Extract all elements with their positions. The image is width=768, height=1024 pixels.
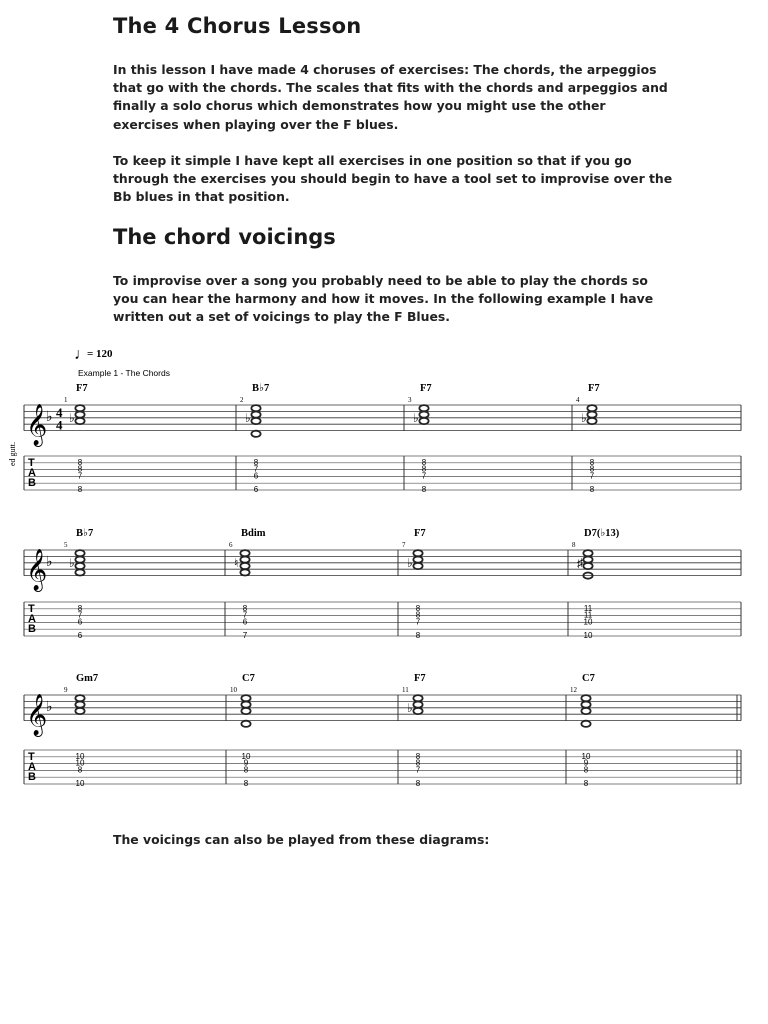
measure-number: 5 (64, 541, 68, 549)
tab-fret-number: 7 (415, 617, 421, 627)
voicings-paragraph: To improvise over a song you probably need to be able to play the chords so you can hear the harmony and how it moves. In the following example I have written out a set of voicings to play the F Blues. (113, 273, 654, 325)
example-title: Example 1 - The Chords (78, 368, 170, 378)
tab-fret-number: 10 (583, 617, 593, 627)
tab-fret-number: 8 (421, 485, 427, 494)
tab-fret-number: 10 (75, 751, 85, 761)
tab-fret-number: 10 (75, 758, 85, 768)
measure-number: 3 (408, 396, 412, 404)
measure-number: 8 (572, 541, 576, 549)
chord-symbol: B♭7 (252, 383, 270, 394)
tab-fret-number: 8 (243, 779, 249, 788)
chord-symbol: F7 (76, 383, 88, 394)
tab-fret-number: 8 (415, 751, 421, 761)
accidental-icon: ♯ (577, 555, 583, 570)
tab-fret-number: 8 (415, 631, 421, 640)
tab-clef-letter: T (28, 603, 35, 615)
chord-symbol: B♭7 (76, 528, 94, 539)
tab-fret-number: 8 (583, 765, 589, 775)
time-signature-bottom: 4 (56, 417, 63, 433)
tab-fret-number: 8 (589, 464, 595, 474)
treble-clef-icon: 𝄞 (26, 694, 48, 735)
chord-symbol: D7(♭13) (584, 528, 620, 539)
tab-fret-number: 6 (253, 471, 259, 481)
tab-fret-number: 9 (243, 758, 249, 768)
tab-fret-number: 8 (415, 603, 421, 613)
tab-fret-number: 8 (415, 758, 421, 768)
tab-clef-letter: B (28, 771, 36, 783)
key-signature-flat-icon: ♭ (46, 555, 53, 570)
tab-fret-number: 9 (583, 758, 589, 768)
accidental-icon: ♭ (413, 410, 419, 425)
tab-fret-number: 10 (241, 751, 251, 761)
tab-fret-number: 8 (589, 457, 595, 467)
sheet-music-score (0, 338, 768, 808)
tab-clef-letter: A (28, 467, 36, 479)
tab-fret-number: 8 (77, 457, 83, 467)
tab-fret-number: 8 (421, 457, 427, 467)
tab-fret-number: 7 (415, 765, 421, 775)
tab-fret-number: 8 (77, 765, 83, 775)
instrument-label: ed gutt. (8, 442, 17, 466)
key-signature-flat-icon: ♭ (46, 700, 53, 715)
chord-symbol: F7 (414, 528, 426, 539)
section-heading: The chord voicings (113, 225, 336, 249)
tab-fret-number: 10 (75, 779, 85, 788)
tempo-note-icon: ♩ (74, 346, 90, 363)
tab-fret-number: 7 (253, 464, 259, 474)
tab-fret-number: 8 (243, 765, 249, 775)
tab-fret-number: 8 (77, 603, 83, 613)
accidental-icon: ♭ (69, 410, 75, 425)
tab-fret-number: 6 (253, 485, 259, 494)
tab-fret-number: 8 (583, 779, 589, 788)
chord-symbol: F7 (588, 383, 600, 394)
measure-number: 7 (402, 541, 406, 549)
chord-symbol: Bdim (241, 528, 266, 539)
tab-clef-letter: B (28, 623, 36, 635)
tab-fret-number: 8 (421, 464, 427, 474)
accidental-icon: ♭ (581, 410, 587, 425)
tab-clef-letter: A (28, 613, 36, 625)
tab-fret-number: 8 (77, 464, 83, 474)
tab-fret-number: 10 (583, 631, 593, 640)
measure-number: 12 (570, 686, 577, 694)
chord-symbol: C7 (582, 673, 595, 684)
tab-fret-number: 8 (253, 457, 259, 467)
intro-paragraph: In this lesson I have made 4 choruses of exercises: The chords, the arpeggios that go with the chords. The scales that fits with the chords and arpeggios and finally a solo chorus which demonstrates how you might use the other exercises when playing over the F blues. (113, 62, 668, 132)
accidental-icon: ♭ (407, 555, 413, 570)
chord-symbol: Gm7 (76, 673, 99, 684)
tab-fret-number: 6 (77, 631, 83, 640)
chord-symbol: C7 (242, 673, 255, 684)
measure-number: 9 (64, 686, 68, 694)
tab-fret-number: 8 (77, 485, 83, 494)
page-title: The 4 Chorus Lesson (113, 14, 362, 38)
tab-fret-number: 7 (589, 471, 595, 481)
measure-number: 6 (229, 541, 233, 549)
tab-fret-number: 8 (589, 485, 595, 494)
key-signature-flat-icon: ♭ (46, 410, 53, 425)
accidental-icon: ♮ (234, 555, 239, 570)
tab-fret-number: 11 (583, 603, 593, 613)
measure-number: 1 (64, 396, 68, 404)
measure-number: 2 (240, 396, 244, 404)
tab-fret-number: 8 (415, 779, 421, 788)
treble-clef-icon: 𝄞 (26, 549, 48, 590)
time-signature-top: 4 (56, 404, 63, 420)
tab-clef-letter: T (28, 457, 35, 469)
measure-number: 4 (576, 396, 580, 404)
treble-clef-icon: 𝄞 (26, 404, 48, 445)
chord-symbol: F7 (414, 673, 426, 684)
measure-number: 11 (402, 686, 409, 694)
diagrams-paragraph: The voicings can also be played from these diagrams: (113, 832, 490, 847)
tab-fret-number: 7 (77, 610, 83, 620)
tab-fret-number: 7 (242, 631, 248, 640)
accidental-icon: ♭ (245, 410, 251, 425)
tab-clef-letter: B (28, 477, 36, 489)
tab-fret-number: 7 (242, 610, 248, 620)
accidental-icon: ♭ (69, 555, 75, 570)
tempo-marking: = 120 (87, 348, 113, 360)
tab-fret-number: 7 (421, 471, 427, 481)
tab-fret-number: 6 (77, 617, 83, 627)
tab-fret-number: 10 (581, 751, 591, 761)
tab-fret-number: 8 (415, 610, 421, 620)
tab-fret-number: 11 (583, 610, 593, 620)
tab-fret-number: 8 (242, 603, 248, 613)
accidental-icon: ♭ (407, 700, 413, 715)
chord-symbol: F7 (420, 383, 432, 394)
tab-fret-number: 7 (77, 471, 83, 481)
tab-fret-number: 6 (242, 617, 248, 627)
measure-number: 10 (230, 686, 237, 694)
tab-clef-letter: T (28, 751, 35, 763)
position-paragraph: To keep it simple I have kept all exercises in one position so that if you go through the exercises you should begin to have a tool set to improvise over the Bb blues in that position. (113, 153, 673, 205)
tab-clef-letter: A (28, 761, 36, 773)
